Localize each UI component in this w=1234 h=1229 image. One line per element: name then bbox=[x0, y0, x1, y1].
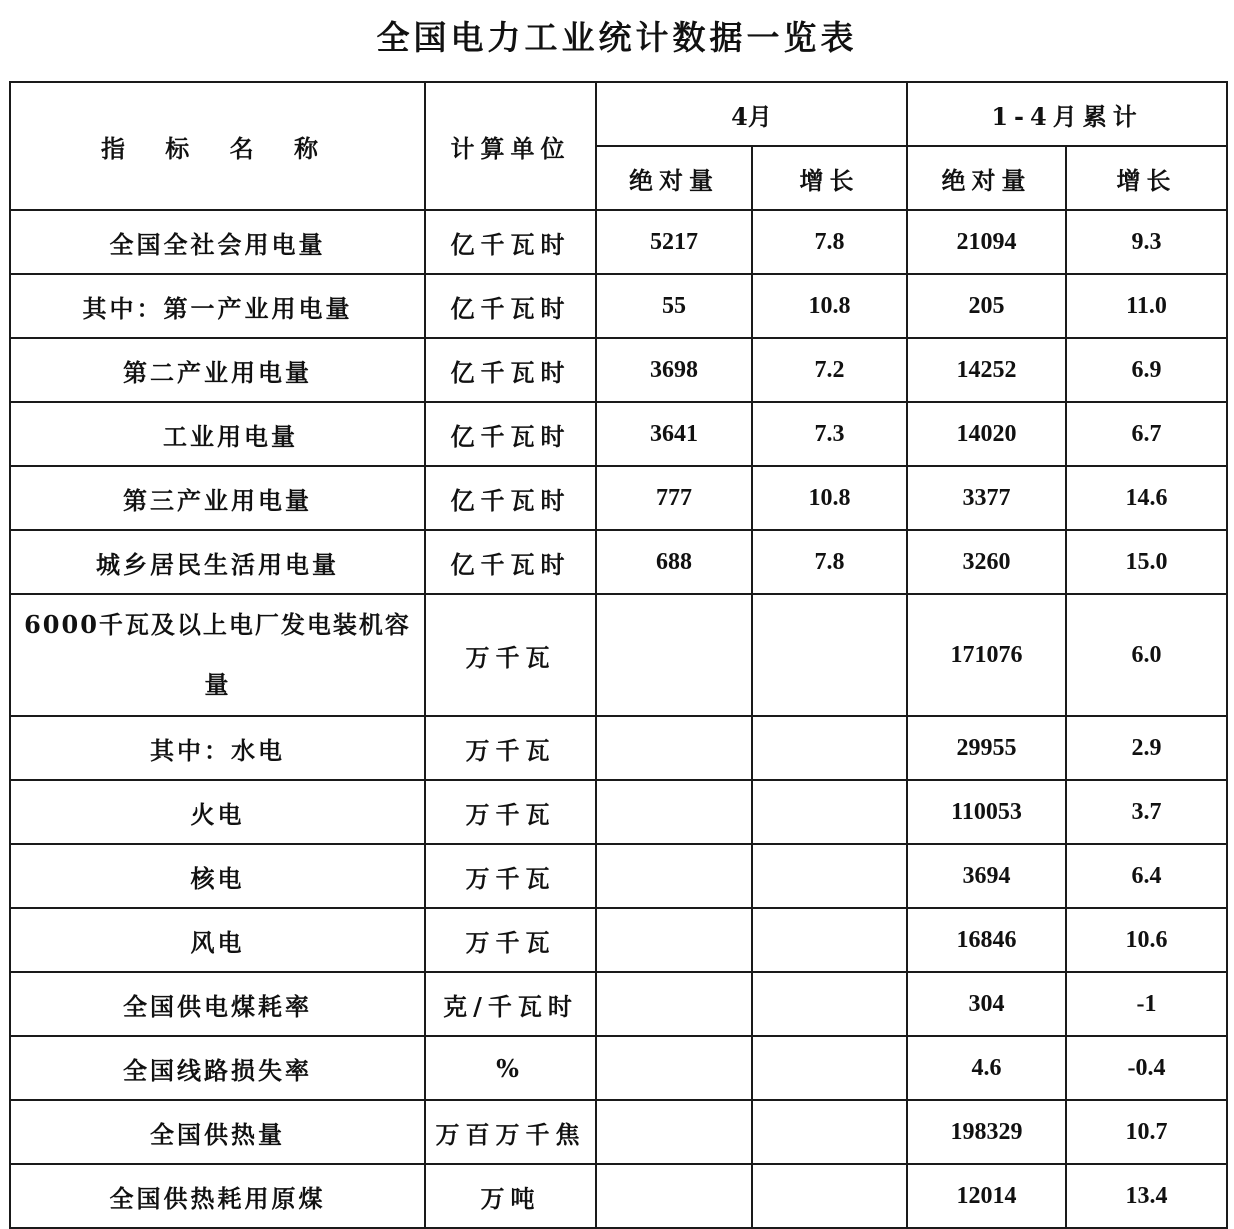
table-row bbox=[10, 972, 1227, 1036]
row-cumulative-growth: 6.0 bbox=[1066, 594, 1227, 716]
row-month-absolute bbox=[596, 972, 752, 1036]
row-unit: 万百万千焦 bbox=[425, 1100, 596, 1164]
row-cumulative-growth: 10.7 bbox=[1066, 1100, 1227, 1164]
row-unit: 万千瓦 bbox=[425, 594, 596, 716]
row-name: 第二产业用电量 bbox=[10, 338, 425, 402]
row-name: 其中：第一产业用电量 bbox=[10, 274, 425, 338]
row-name: 全国全社会用电量 bbox=[10, 210, 425, 274]
row-month-growth: 10.8 bbox=[752, 466, 907, 530]
header-cumulative-growth: 增长 bbox=[1066, 146, 1227, 210]
table-row bbox=[10, 1036, 1227, 1100]
row-cumulative-absolute: 3260 bbox=[907, 530, 1066, 594]
table-row bbox=[10, 1100, 1227, 1164]
row-month-growth bbox=[752, 1100, 907, 1164]
row-month-absolute: 688 bbox=[596, 530, 752, 594]
page-title: 全国电力工业统计数据一览表 bbox=[376, 18, 858, 57]
row-cumulative-growth: 11.0 bbox=[1066, 274, 1227, 338]
row-cumulative-absolute: 14020 bbox=[907, 402, 1066, 466]
table-row bbox=[10, 594, 1227, 716]
header-row-top bbox=[10, 82, 1227, 146]
row-unit: 亿千瓦时 bbox=[425, 274, 596, 338]
row-cumulative-absolute: 29955 bbox=[907, 716, 1066, 780]
row-month-absolute bbox=[596, 1100, 752, 1164]
row-name: 工业用电量 bbox=[10, 402, 425, 466]
row-month-absolute bbox=[596, 1036, 752, 1100]
table-row bbox=[10, 466, 1227, 530]
row-cumulative-growth: 2.9 bbox=[1066, 716, 1227, 780]
header-month-group: 4月 bbox=[596, 82, 907, 146]
row-month-growth bbox=[752, 1036, 907, 1100]
table-row bbox=[10, 338, 1227, 402]
statistics-table bbox=[9, 81, 1228, 1229]
row-cumulative-absolute: 12014 bbox=[907, 1164, 1066, 1228]
row-name: 第三产业用电量 bbox=[10, 466, 425, 530]
row-cumulative-growth: 6.4 bbox=[1066, 844, 1227, 908]
row-name: 全国线路损失率 bbox=[10, 1036, 425, 1100]
header-cumulative-absolute: 绝对量 bbox=[907, 146, 1066, 210]
header-cumulative-group: 1-4月累计 bbox=[907, 82, 1227, 146]
row-unit: 克/千瓦时 bbox=[425, 972, 596, 1036]
row-cumulative-growth: 15.0 bbox=[1066, 530, 1227, 594]
row-month-absolute bbox=[596, 780, 752, 844]
row-month-growth bbox=[752, 1164, 907, 1228]
row-name: 城乡居民生活用电量 bbox=[10, 530, 425, 594]
row-name: 火电 bbox=[10, 780, 425, 844]
row-name: 风电 bbox=[10, 908, 425, 972]
row-unit: 亿千瓦时 bbox=[425, 210, 596, 274]
row-cumulative-absolute: 198329 bbox=[907, 1100, 1066, 1164]
row-cumulative-growth: 13.4 bbox=[1066, 1164, 1227, 1228]
row-cumulative-absolute: 14252 bbox=[907, 338, 1066, 402]
row-month-absolute bbox=[596, 908, 752, 972]
table-row bbox=[10, 1164, 1227, 1228]
row-cumulative-absolute: 304 bbox=[907, 972, 1066, 1036]
header-indicator-name: 指 标 名 称 bbox=[10, 82, 425, 210]
row-cumulative-absolute: 16846 bbox=[907, 908, 1066, 972]
row-month-absolute: 3641 bbox=[596, 402, 752, 466]
table-row bbox=[10, 844, 1227, 908]
table-row bbox=[10, 780, 1227, 844]
row-cumulative-absolute: 4.6 bbox=[907, 1036, 1066, 1100]
row-month-absolute: 5217 bbox=[596, 210, 752, 274]
row-unit: 万千瓦 bbox=[425, 844, 596, 908]
row-unit: % bbox=[425, 1036, 596, 1100]
table-row bbox=[10, 274, 1227, 338]
row-unit: 万千瓦 bbox=[425, 780, 596, 844]
row-name: 全国供热量 bbox=[10, 1100, 425, 1164]
row-name: 全国供电煤耗率 bbox=[10, 972, 425, 1036]
row-cumulative-growth: 6.9 bbox=[1066, 338, 1227, 402]
header-month-growth: 增长 bbox=[752, 146, 907, 210]
row-cumulative-absolute: 205 bbox=[907, 274, 1066, 338]
row-month-growth bbox=[752, 908, 907, 972]
row-month-absolute: 55 bbox=[596, 274, 752, 338]
row-month-absolute: 777 bbox=[596, 466, 752, 530]
table-row bbox=[10, 210, 1227, 274]
row-cumulative-growth: -0.4 bbox=[1066, 1036, 1227, 1100]
row-month-growth: 7.8 bbox=[752, 210, 907, 274]
row-name: 6000千瓦及以上电厂发电装机容量 bbox=[10, 594, 425, 716]
row-unit: 万吨 bbox=[425, 1164, 596, 1228]
row-month-absolute bbox=[596, 844, 752, 908]
row-name: 核电 bbox=[10, 844, 425, 908]
row-month-growth: 7.3 bbox=[752, 402, 907, 466]
row-month-absolute bbox=[596, 594, 752, 716]
row-month-absolute bbox=[596, 716, 752, 780]
row-cumulative-growth: 3.7 bbox=[1066, 780, 1227, 844]
table-row bbox=[10, 402, 1227, 466]
row-unit: 万千瓦 bbox=[425, 716, 596, 780]
row-name: 其中：水电 bbox=[10, 716, 425, 780]
row-unit: 亿千瓦时 bbox=[425, 402, 596, 466]
row-month-absolute bbox=[596, 1164, 752, 1228]
row-month-growth bbox=[752, 972, 907, 1036]
row-unit: 亿千瓦时 bbox=[425, 338, 596, 402]
row-unit: 万千瓦 bbox=[425, 908, 596, 972]
row-month-absolute: 3698 bbox=[596, 338, 752, 402]
row-cumulative-growth: 10.6 bbox=[1066, 908, 1227, 972]
row-month-growth: 7.2 bbox=[752, 338, 907, 402]
row-unit: 亿千瓦时 bbox=[425, 530, 596, 594]
table-row bbox=[10, 716, 1227, 780]
row-unit: 亿千瓦时 bbox=[425, 466, 596, 530]
table-row bbox=[10, 530, 1227, 594]
row-month-growth bbox=[752, 844, 907, 908]
row-cumulative-absolute: 110053 bbox=[907, 780, 1066, 844]
header-unit: 计算单位 bbox=[425, 82, 596, 210]
row-cumulative-growth: -1 bbox=[1066, 972, 1227, 1036]
row-cumulative-growth: 14.6 bbox=[1066, 466, 1227, 530]
row-name: 全国供热耗用原煤 bbox=[10, 1164, 425, 1228]
row-month-growth: 7.8 bbox=[752, 530, 907, 594]
row-month-growth bbox=[752, 780, 907, 844]
row-cumulative-absolute: 3377 bbox=[907, 466, 1066, 530]
row-month-growth bbox=[752, 594, 907, 716]
row-cumulative-absolute: 21094 bbox=[907, 210, 1066, 274]
header-month-absolute: 绝对量 bbox=[596, 146, 752, 210]
table-row bbox=[10, 908, 1227, 972]
row-cumulative-growth: 6.7 bbox=[1066, 402, 1227, 466]
row-month-growth bbox=[752, 716, 907, 780]
row-cumulative-absolute: 3694 bbox=[907, 844, 1066, 908]
row-cumulative-absolute: 171076 bbox=[907, 594, 1066, 716]
row-cumulative-growth: 9.3 bbox=[1066, 210, 1227, 274]
row-month-growth: 10.8 bbox=[752, 274, 907, 338]
